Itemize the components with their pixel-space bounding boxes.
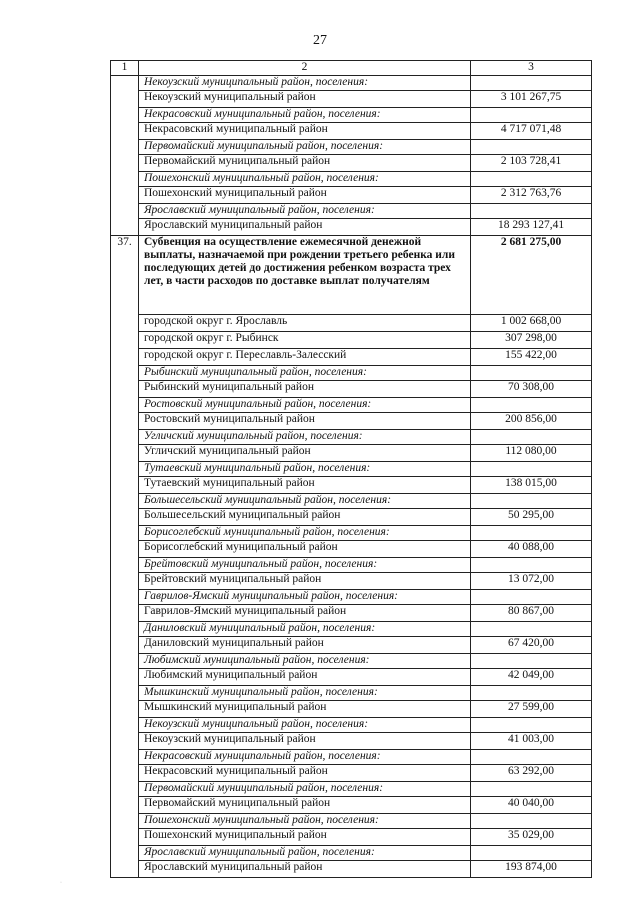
amount-cell	[471, 846, 592, 861]
amount-cell	[471, 782, 592, 797]
subheader-row	[111, 76, 592, 91]
recipient-name-cell: Мышкинский муниципальный район	[139, 701, 471, 718]
subheader-row	[111, 718, 592, 733]
amount-cell: 3 101 267,75	[471, 91, 592, 108]
amount-cell: 18 293 127,41	[471, 219, 592, 236]
table-row	[111, 797, 592, 814]
table-row	[111, 187, 592, 204]
column-header-1: 1	[111, 61, 139, 76]
table-row	[111, 219, 592, 236]
recipient-name-cell: Пошехонский муниципальный район	[139, 829, 471, 846]
subheader-row	[111, 462, 592, 477]
table-header-row	[111, 61, 592, 76]
amount-cell	[471, 558, 592, 573]
row-number-cell: 37.	[111, 236, 139, 878]
table-row	[111, 123, 592, 140]
subheader-row	[111, 526, 592, 541]
recipient-name-cell: Некрасовский муниципальный район	[139, 123, 471, 140]
group-heading-cell: Угличский муниципальный район, поселения:	[139, 430, 471, 445]
amount-cell: 27 599,00	[471, 701, 592, 718]
recipient-name-cell: Ярославский муниципальный район	[139, 861, 471, 878]
recipient-name-cell: Гаврилов-Ямский муниципальный район	[139, 605, 471, 622]
recipient-name-cell: городской округ г. Переславль-Залесский	[139, 349, 471, 366]
amount-cell	[471, 204, 592, 219]
table-row	[111, 509, 592, 526]
amount-cell: 63 292,00	[471, 765, 592, 782]
amount-cell: 4 717 071,48	[471, 123, 592, 140]
budget-table	[110, 60, 592, 878]
recipient-name-cell: Некрасовский муниципальный район	[139, 765, 471, 782]
amount-cell: 40 088,00	[471, 541, 592, 558]
amount-cell	[471, 494, 592, 509]
group-heading-cell: Большесельский муниципальный район, поселения:	[139, 494, 471, 509]
group-heading-cell: Борисоглебский муниципальный район, поселения:	[139, 526, 471, 541]
amount-cell: 80 867,00	[471, 605, 592, 622]
amount-cell: 2 681 275,00	[471, 236, 592, 315]
subheader-row	[111, 108, 592, 123]
recipient-name-cell: Большесельский муниципальный район	[139, 509, 471, 526]
amount-cell: 200 856,00	[471, 413, 592, 430]
amount-cell	[471, 526, 592, 541]
amount-cell: 307 298,00	[471, 332, 592, 349]
recipient-name-cell: Субвенция на осуществление ежемесячной денежной выплаты, назначаемой при рождении третьего ребенка или последующих детей до достижения ребенком возраста трех лет, в части расходов по доставке выплат получателям	[139, 236, 471, 315]
subheader-row	[111, 398, 592, 413]
column-header-3: 3	[471, 61, 592, 76]
amount-cell	[471, 718, 592, 733]
amount-cell: 2 103 728,41	[471, 155, 592, 172]
group-heading-cell: Гаврилов-Ямский муниципальный район, поселения:	[139, 590, 471, 605]
group-heading-cell: Ростовский муниципальный район, поселения:	[139, 398, 471, 413]
recipient-name-cell: Некоузский муниципальный район	[139, 91, 471, 108]
table-row	[111, 733, 592, 750]
amount-cell	[471, 654, 592, 669]
recipient-name-cell: Любимский муниципальный район	[139, 669, 471, 686]
table-row	[111, 91, 592, 108]
group-heading-cell: Мышкинский муниципальный район, поселения:	[139, 686, 471, 701]
group-heading-cell: Пошехонский муниципальный район, поселения:	[139, 814, 471, 829]
amount-cell: 1 002 668,00	[471, 315, 592, 332]
amount-cell: 41 003,00	[471, 733, 592, 750]
amount-cell	[471, 462, 592, 477]
amount-cell	[471, 590, 592, 605]
table-row	[111, 155, 592, 172]
table-row	[111, 669, 592, 686]
amount-cell	[471, 108, 592, 123]
recipient-name-cell: городской округ г. Рыбинск	[139, 332, 471, 349]
amount-cell: 112 080,00	[471, 445, 592, 462]
group-heading-cell: Некрасовский муниципальный район, поселения:	[139, 108, 471, 123]
amount-cell	[471, 140, 592, 155]
table-row	[111, 829, 592, 846]
subheader-row	[111, 430, 592, 445]
amount-cell: 2 312 763,76	[471, 187, 592, 204]
item-row	[111, 236, 592, 315]
amount-cell	[471, 398, 592, 413]
subheader-row	[111, 366, 592, 381]
table-row	[111, 381, 592, 398]
table-row	[111, 315, 592, 332]
group-heading-cell: Рыбинский муниципальный район, поселения:	[139, 366, 471, 381]
recipient-name-cell: Первомайский муниципальный район	[139, 797, 471, 814]
group-heading-cell: Тутаевский муниципальный район, поселения:	[139, 462, 471, 477]
amount-cell: 155 422,00	[471, 349, 592, 366]
subheader-row	[111, 204, 592, 219]
amount-cell: 70 308,00	[471, 381, 592, 398]
subheader-row	[111, 590, 592, 605]
amount-cell: 67 420,00	[471, 637, 592, 654]
recipient-name-cell: Первомайский муниципальный район	[139, 155, 471, 172]
column-header-2: 2	[139, 61, 471, 76]
scan-mark: ·	[60, 880, 62, 886]
subheader-row	[111, 750, 592, 765]
amount-cell: 13 072,00	[471, 573, 592, 590]
table-row	[111, 477, 592, 494]
group-heading-cell: Брейтовский муниципальный район, поселения:	[139, 558, 471, 573]
page-number: 27	[313, 33, 327, 48]
recipient-name-cell: городской округ г. Ярославль	[139, 315, 471, 332]
amount-cell	[471, 430, 592, 445]
group-heading-cell: Некоузский муниципальный район, поселения:	[139, 76, 471, 91]
table-row	[111, 605, 592, 622]
row-number-cell	[111, 76, 139, 236]
group-heading-cell: Ярославский муниципальный район, поселения:	[139, 846, 471, 861]
group-heading-cell: Пошехонский муниципальный район, поселения:	[139, 172, 471, 187]
group-heading-cell: Даниловский муниципальный район, поселения:	[139, 622, 471, 637]
table-row	[111, 413, 592, 430]
recipient-name-cell: Ярославский муниципальный район	[139, 219, 471, 236]
table-row	[111, 349, 592, 366]
table-row	[111, 332, 592, 349]
table-row	[111, 573, 592, 590]
subheader-row	[111, 782, 592, 797]
recipient-name-cell: Пошехонский муниципальный район	[139, 187, 471, 204]
amount-cell	[471, 814, 592, 829]
amount-cell	[471, 366, 592, 381]
subheader-row	[111, 140, 592, 155]
table-row	[111, 861, 592, 878]
subheader-row	[111, 558, 592, 573]
group-heading-cell: Первомайский муниципальный район, поселения:	[139, 782, 471, 797]
amount-cell: 40 040,00	[471, 797, 592, 814]
recipient-name-cell: Тутаевский муниципальный район	[139, 477, 471, 494]
amount-cell: 35 029,00	[471, 829, 592, 846]
group-heading-cell: Некоузский муниципальный район, поселения:	[139, 718, 471, 733]
table-row	[111, 765, 592, 782]
table-row	[111, 701, 592, 718]
table-body	[111, 76, 592, 878]
recipient-name-cell: Угличский муниципальный район	[139, 445, 471, 462]
group-heading-cell: Первомайский муниципальный район, поселения:	[139, 140, 471, 155]
subheader-row	[111, 846, 592, 861]
recipient-name-cell: Борисоглебский муниципальный район	[139, 541, 471, 558]
amount-cell	[471, 750, 592, 765]
amount-cell: 50 295,00	[471, 509, 592, 526]
recipient-name-cell: Брейтовский муниципальный район	[139, 573, 471, 590]
table-row	[111, 541, 592, 558]
table-row	[111, 445, 592, 462]
recipient-name-cell: Ростовский муниципальный район	[139, 413, 471, 430]
subheader-row	[111, 686, 592, 701]
recipient-name-cell: Некоузский муниципальный район	[139, 733, 471, 750]
recipient-name-cell: Даниловский муниципальный район	[139, 637, 471, 654]
subheader-row	[111, 494, 592, 509]
amount-cell: 138 015,00	[471, 477, 592, 494]
subheader-row	[111, 172, 592, 187]
subheader-row	[111, 622, 592, 637]
recipient-name-cell: Рыбинский муниципальный район	[139, 381, 471, 398]
amount-cell	[471, 172, 592, 187]
amount-cell: 42 049,00	[471, 669, 592, 686]
amount-cell	[471, 76, 592, 91]
group-heading-cell: Некрасовский муниципальный район, поселения:	[139, 750, 471, 765]
amount-cell	[471, 622, 592, 637]
amount-cell: 193 874,00	[471, 861, 592, 878]
amount-cell	[471, 686, 592, 701]
subheader-row	[111, 814, 592, 829]
group-heading-cell: Ярославский муниципальный район, поселения:	[139, 204, 471, 219]
table-row	[111, 637, 592, 654]
subheader-row	[111, 654, 592, 669]
group-heading-cell: Любимский муниципальный район, поселения:	[139, 654, 471, 669]
